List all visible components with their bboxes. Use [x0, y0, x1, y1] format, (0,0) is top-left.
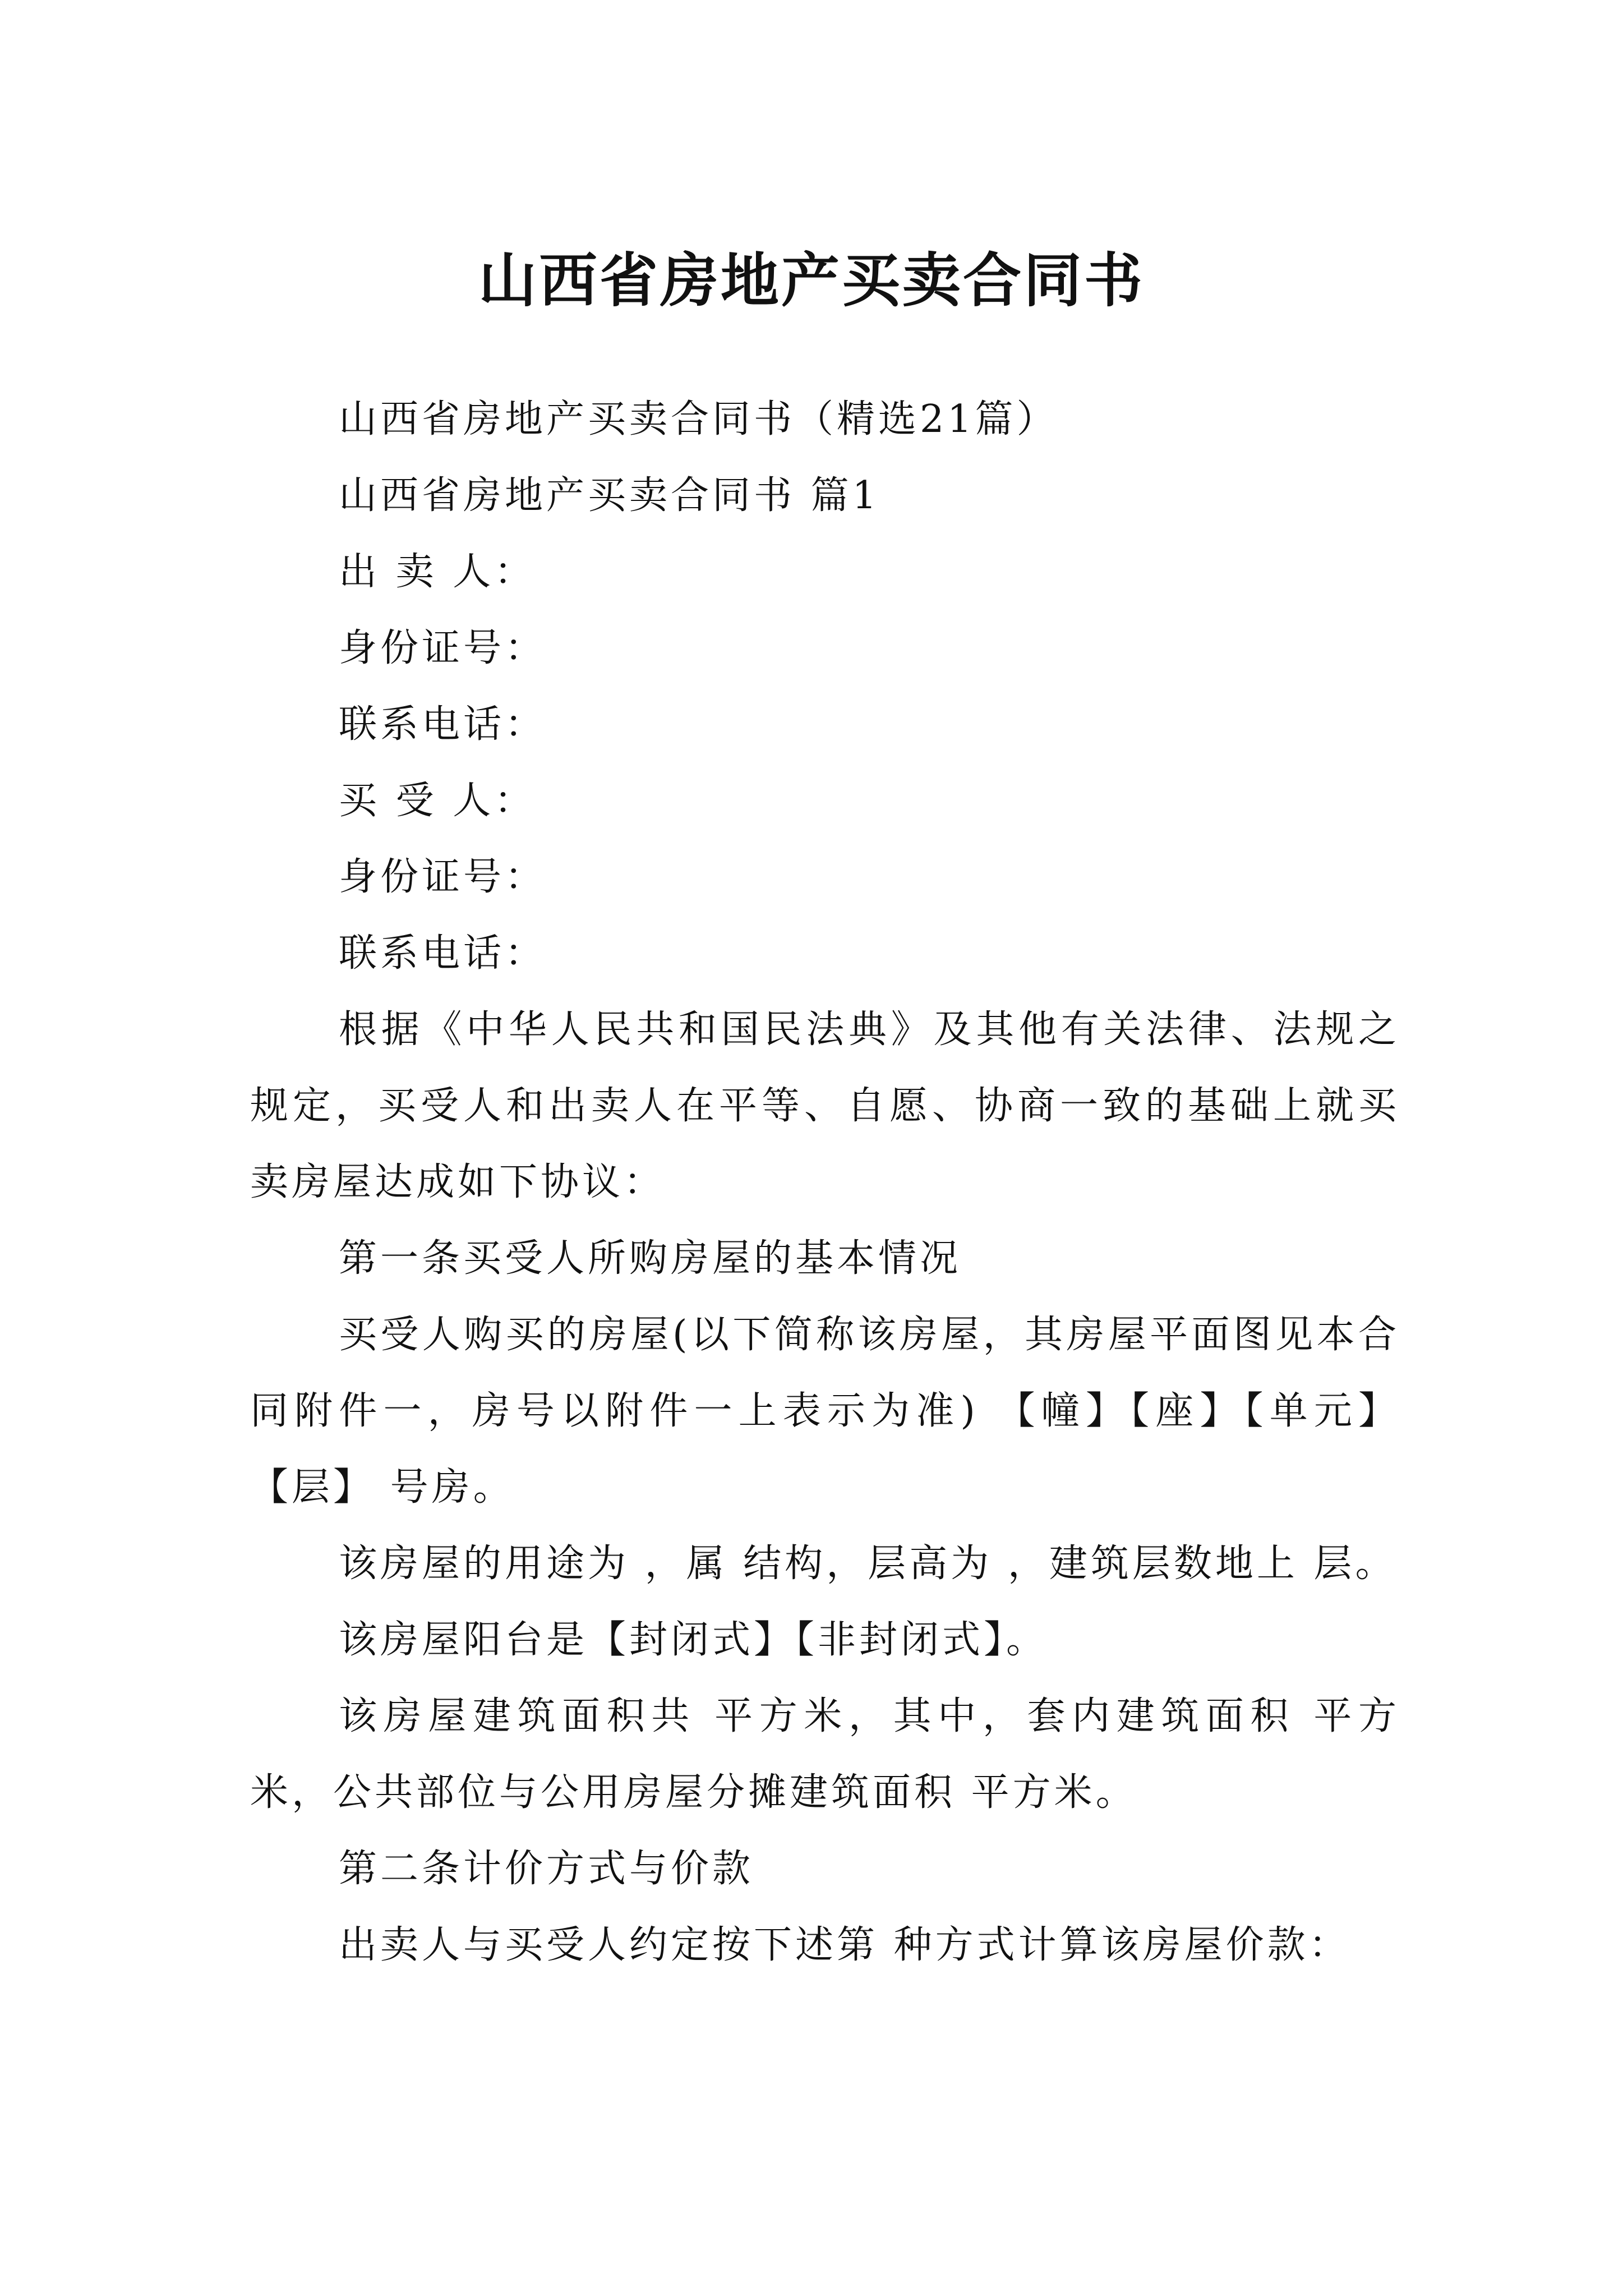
paragraph-building-area: 该房屋建筑面积共 平方米，其中，套内建筑面积 平方米，公共部位与公用房屋分摊建筑面积 平方米。 [250, 1694, 1400, 1815]
paragraph-balcony-type: 该房屋阳台是【封闭式】【非封闭式】。 [339, 1618, 1048, 1662]
paragraph-article-one-heading: 第一条买受人所购房屋的基本情况 [339, 1236, 962, 1281]
paragraph-collection-heading: 山西省房地产买卖合同书（精选21篇） [339, 397, 1058, 441]
paragraph-buyer-phone-label: 联系电话： [339, 931, 547, 976]
paragraph-seller-phone-label: 联系电话： [339, 702, 547, 747]
paragraph-seller-id-label: 身份证号： [339, 626, 547, 670]
paragraph-preamble: 根据《中华人民共和国民法典》及其他有关法律、法规之规定，买受人和出卖人在平等、自愿、协商一致的基础上就买卖房屋达成如下协议： [250, 1007, 1400, 1204]
document-title: 山西省房地产买卖合同书 [478, 245, 1145, 315]
paragraph-seller-label: 出 卖 人： [339, 550, 536, 594]
paragraph-section-heading: 山西省房地产买卖合同书 篇1 [339, 473, 880, 518]
paragraph-buyer-id-label: 身份证号： [339, 855, 547, 899]
document-body [250, 381, 1400, 1984]
paragraph-house-usage: 该房屋的用途为 ，属 结构，层高为 ，建筑层数地上 层。 [339, 1542, 1397, 1586]
paragraph-house-description: 买受人购买的房屋(以下简称该房屋，其房屋平面图见本合同附件一，房号以附件一上表示为准) 【幢】【座】【单元】【层】 号房。 [250, 1313, 1400, 1510]
paragraph-article-two-heading: 第二条计价方式与价款 [339, 1847, 754, 1891]
paragraph-buyer-label: 买 受 人： [339, 779, 536, 823]
paragraph-pricing-method: 出卖人与买受人约定按下述第 种方式计算该房屋价款： [339, 1923, 1350, 1967]
